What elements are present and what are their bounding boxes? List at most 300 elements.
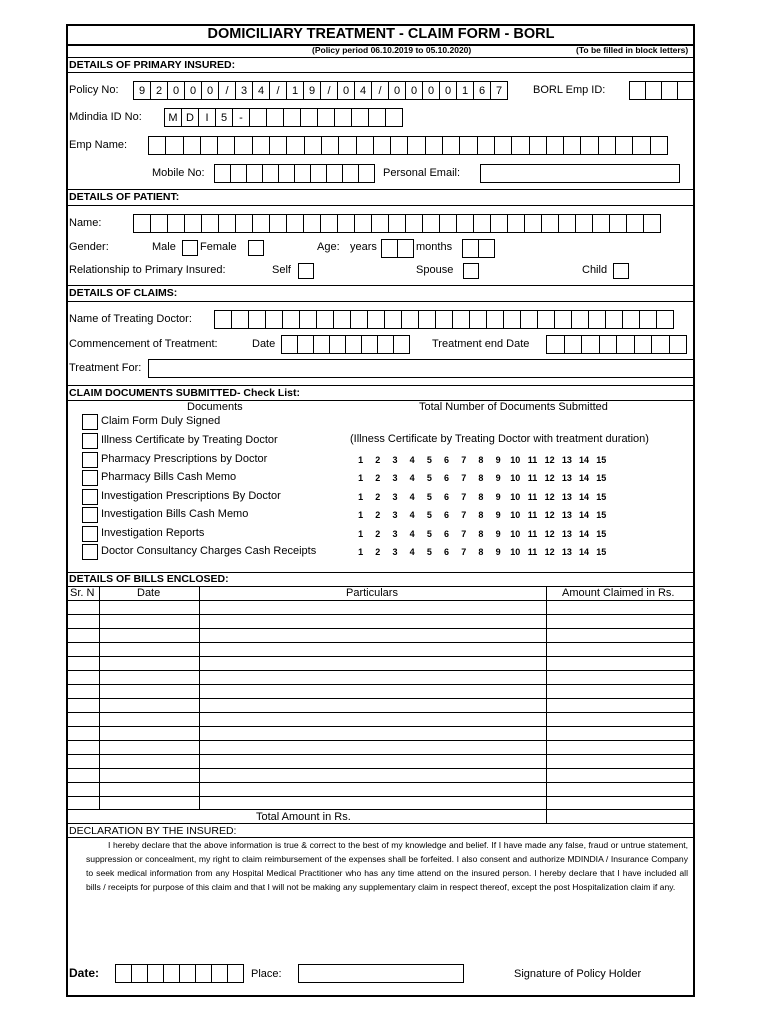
char-cell[interactable] [252, 214, 270, 233]
char-cell[interactable]: 2 [150, 81, 168, 100]
char-cell[interactable] [249, 108, 267, 127]
char-cell[interactable] [351, 108, 369, 127]
char-cell[interactable] [345, 335, 362, 354]
count-option[interactable]: 7 [461, 547, 467, 557]
count-option[interactable]: 1 [358, 529, 364, 539]
years-field[interactable] [381, 239, 414, 258]
char-cell[interactable] [425, 136, 443, 155]
char-cell[interactable] [165, 136, 183, 155]
char-cell[interactable] [329, 335, 346, 354]
borl-emp-id-field[interactable] [629, 81, 694, 100]
count-option[interactable]: 12 [544, 547, 555, 557]
count-option[interactable]: 9 [495, 473, 501, 483]
char-cell[interactable] [195, 964, 212, 983]
count-option[interactable]: 7 [461, 473, 467, 483]
char-cell[interactable]: 0 [184, 81, 202, 100]
count-option[interactable]: 6 [444, 473, 450, 483]
char-cell[interactable] [266, 108, 284, 127]
char-cell[interactable] [609, 214, 627, 233]
char-cell[interactable] [326, 164, 343, 183]
char-cell[interactable] [592, 214, 610, 233]
char-cell[interactable] [286, 214, 304, 233]
char-cell[interactable] [313, 335, 330, 354]
count-option[interactable]: 11 [527, 455, 538, 465]
count-option[interactable]: 8 [478, 473, 484, 483]
char-cell[interactable] [231, 310, 249, 329]
count-option[interactable]: 2 [375, 492, 381, 502]
char-cell[interactable] [529, 136, 547, 155]
treatment-for-field[interactable] [148, 359, 695, 378]
count-option[interactable]: 8 [478, 510, 484, 520]
char-cell[interactable]: 0 [167, 81, 185, 100]
count-option[interactable]: 12 [544, 455, 555, 465]
count-option[interactable]: 10 [510, 492, 521, 502]
char-cell[interactable] [459, 136, 477, 155]
char-cell[interactable] [262, 164, 279, 183]
char-cell[interactable] [234, 136, 252, 155]
char-cell[interactable] [201, 214, 219, 233]
col-srno: Sr. N [70, 587, 95, 599]
email-field[interactable] [480, 164, 680, 183]
char-cell[interactable] [211, 964, 228, 983]
document-count-options[interactable] [352, 547, 610, 557]
char-cell[interactable] [616, 335, 635, 354]
char-cell[interactable] [397, 239, 414, 258]
count-option[interactable]: 2 [375, 510, 381, 520]
count-option[interactable]: 7 [461, 510, 467, 520]
count-option[interactable]: 12 [544, 473, 555, 483]
char-cell[interactable] [546, 136, 564, 155]
count-option[interactable]: 9 [495, 529, 501, 539]
char-cell[interactable]: 1 [286, 81, 304, 100]
char-cell[interactable]: I [198, 108, 216, 127]
char-cell[interactable] [490, 214, 508, 233]
char-cell[interactable] [541, 214, 559, 233]
char-cell[interactable] [184, 214, 202, 233]
count-option[interactable]: 10 [510, 455, 521, 465]
char-cell[interactable]: / [269, 81, 287, 100]
count-option[interactable]: 15 [596, 492, 607, 502]
char-cell[interactable]: 7 [490, 81, 508, 100]
start-date-field[interactable] [281, 335, 410, 354]
char-cell[interactable] [227, 964, 244, 983]
char-cell[interactable] [278, 164, 295, 183]
count-option[interactable]: 13 [561, 455, 572, 465]
count-option[interactable]: 14 [579, 473, 590, 483]
document-checkbox[interactable] [82, 489, 98, 505]
count-option[interactable]: 11 [527, 510, 538, 520]
count-option[interactable]: 10 [510, 510, 521, 520]
count-option[interactable]: 3 [392, 473, 398, 483]
count-option[interactable]: 3 [392, 455, 398, 465]
count-option[interactable]: 8 [478, 529, 484, 539]
char-cell[interactable] [338, 136, 356, 155]
char-cell[interactable] [337, 214, 355, 233]
char-cell[interactable] [200, 136, 218, 155]
count-option[interactable]: 7 [461, 492, 467, 502]
char-cell[interactable] [131, 964, 148, 983]
char-cell[interactable] [321, 136, 339, 155]
char-cell[interactable] [486, 310, 504, 329]
char-cell[interactable] [462, 239, 479, 258]
char-cell[interactable] [300, 108, 318, 127]
char-cell[interactable]: 0 [405, 81, 423, 100]
char-cell[interactable] [656, 310, 674, 329]
count-option[interactable]: 12 [544, 492, 555, 502]
count-option[interactable]: 5 [426, 547, 432, 557]
char-cell[interactable] [183, 136, 201, 155]
char-cell[interactable] [230, 164, 247, 183]
count-option[interactable]: 6 [444, 547, 450, 557]
char-cell[interactable] [282, 310, 300, 329]
char-cell[interactable] [452, 310, 470, 329]
count-option[interactable]: 15 [596, 510, 607, 520]
char-cell[interactable] [390, 136, 408, 155]
document-count-options[interactable] [352, 492, 610, 502]
count-option[interactable]: 7 [461, 455, 467, 465]
count-option[interactable]: 13 [561, 473, 572, 483]
count-option[interactable]: 10 [510, 529, 521, 539]
char-cell[interactable] [377, 335, 394, 354]
emp-name-label: Emp Name: [69, 139, 128, 151]
char-cell[interactable] [133, 214, 151, 233]
count-option[interactable]: 5 [426, 455, 432, 465]
end-date-field[interactable] [546, 335, 687, 354]
char-cell[interactable] [320, 214, 338, 233]
char-cell[interactable] [316, 310, 334, 329]
char-cell[interactable] [588, 310, 606, 329]
char-cell[interactable] [252, 136, 270, 155]
char-cell[interactable] [147, 964, 164, 983]
count-option[interactable]: 1 [358, 455, 364, 465]
char-cell[interactable] [629, 81, 646, 100]
table-row-line [67, 768, 695, 769]
char-cell[interactable]: 4 [252, 81, 270, 100]
char-cell[interactable] [494, 136, 512, 155]
count-option[interactable]: 4 [409, 492, 415, 502]
char-cell[interactable] [367, 310, 385, 329]
self-checkbox[interactable] [298, 263, 314, 279]
count-option[interactable]: 1 [358, 473, 364, 483]
char-cell[interactable] [439, 214, 457, 233]
char-cell[interactable] [381, 239, 398, 258]
patient-name-field[interactable] [133, 214, 661, 233]
char-cell[interactable] [393, 335, 410, 354]
female-checkbox[interactable] [248, 240, 264, 256]
divider [67, 285, 695, 286]
table-row-line [67, 614, 695, 615]
char-cell[interactable] [456, 214, 474, 233]
spouse-checkbox[interactable] [463, 263, 479, 279]
table-row-line [67, 754, 695, 755]
count-option[interactable]: 4 [409, 510, 415, 520]
char-cell[interactable] [388, 214, 406, 233]
char-cell[interactable] [563, 136, 581, 155]
char-cell[interactable] [218, 214, 236, 233]
char-cell[interactable] [503, 310, 521, 329]
char-cell[interactable] [163, 964, 180, 983]
char-cell[interactable] [214, 310, 232, 329]
policy-no-field[interactable] [133, 81, 508, 100]
char-cell[interactable] [643, 214, 661, 233]
char-cell[interactable]: 6 [473, 81, 491, 100]
char-cell[interactable] [269, 214, 287, 233]
char-cell[interactable] [401, 310, 419, 329]
char-cell[interactable] [477, 136, 495, 155]
char-cell[interactable] [650, 136, 668, 155]
char-cell[interactable]: / [371, 81, 389, 100]
char-cell[interactable] [303, 214, 321, 233]
count-option[interactable]: 8 [478, 455, 484, 465]
months-field[interactable] [462, 239, 495, 258]
count-option[interactable]: 11 [527, 473, 538, 483]
count-option[interactable]: 13 [561, 529, 572, 539]
char-cell[interactable] [418, 310, 436, 329]
char-cell[interactable] [304, 136, 322, 155]
char-cell[interactable]: / [320, 81, 338, 100]
count-option[interactable]: 9 [495, 510, 501, 520]
char-cell[interactable]: 0 [201, 81, 219, 100]
char-cell[interactable] [150, 214, 168, 233]
char-cell[interactable] [384, 310, 402, 329]
char-cell[interactable] [167, 214, 185, 233]
char-cell[interactable] [214, 164, 231, 183]
document-count-options[interactable] [352, 455, 610, 465]
char-cell[interactable] [286, 136, 304, 155]
document-checkbox[interactable] [82, 507, 98, 523]
char-cell[interactable] [507, 214, 525, 233]
char-cell[interactable] [661, 81, 678, 100]
char-cell[interactable] [634, 335, 653, 354]
count-option[interactable]: 2 [375, 455, 381, 465]
char-cell[interactable] [356, 136, 374, 155]
count-option[interactable]: 8 [478, 547, 484, 557]
count-option[interactable]: 7 [461, 529, 467, 539]
count-option[interactable]: 4 [409, 473, 415, 483]
char-cell[interactable] [605, 310, 623, 329]
document-count-options[interactable] [352, 473, 610, 483]
char-cell[interactable] [581, 335, 600, 354]
char-cell[interactable] [235, 214, 253, 233]
char-cell[interactable] [626, 214, 644, 233]
char-cell[interactable]: 0 [422, 81, 440, 100]
count-option[interactable]: 1 [358, 547, 364, 557]
char-cell[interactable] [598, 136, 616, 155]
char-cell[interactable] [564, 335, 583, 354]
char-cell[interactable] [297, 335, 314, 354]
char-cell[interactable] [350, 310, 368, 329]
document-count-options[interactable] [352, 529, 610, 539]
male-checkbox[interactable] [182, 240, 198, 256]
document-count-options[interactable] [352, 510, 610, 520]
document-checkbox[interactable] [82, 433, 98, 449]
count-option[interactable]: 2 [375, 529, 381, 539]
count-option[interactable]: 5 [426, 529, 432, 539]
char-cell[interactable]: M [164, 108, 182, 127]
char-cell[interactable] [520, 310, 538, 329]
char-cell[interactable]: 0 [388, 81, 406, 100]
char-cell[interactable] [334, 108, 352, 127]
char-cell[interactable] [632, 136, 650, 155]
char-cell[interactable] [342, 164, 359, 183]
char-cell[interactable] [677, 81, 694, 100]
count-option[interactable]: 1 [358, 510, 364, 520]
count-option[interactable]: 12 [544, 510, 555, 520]
document-checkbox[interactable] [82, 526, 98, 542]
char-cell[interactable] [294, 164, 311, 183]
char-cell[interactable]: / [218, 81, 236, 100]
document-checkbox[interactable] [82, 452, 98, 468]
emp-name-field[interactable] [148, 136, 668, 155]
count-option[interactable]: 14 [579, 455, 590, 465]
char-cell[interactable] [571, 310, 589, 329]
char-cell[interactable] [546, 335, 565, 354]
char-cell[interactable] [669, 335, 688, 354]
months-label: months [416, 241, 453, 253]
char-cell[interactable] [179, 964, 196, 983]
document-checkbox[interactable] [82, 544, 98, 560]
document-checkbox[interactable] [82, 470, 98, 486]
char-cell[interactable]: D [181, 108, 199, 127]
divider [67, 385, 695, 386]
char-cell[interactable]: 5 [215, 108, 233, 127]
count-option[interactable]: 2 [375, 547, 381, 557]
char-cell[interactable]: 4 [354, 81, 372, 100]
count-option[interactable]: 11 [527, 492, 538, 502]
count-option[interactable]: 6 [444, 492, 450, 502]
char-cell[interactable] [373, 136, 391, 155]
count-option[interactable]: 4 [409, 455, 415, 465]
char-cell[interactable] [558, 214, 576, 233]
char-cell[interactable]: 0 [337, 81, 355, 100]
place-field[interactable] [298, 964, 464, 983]
count-option[interactable]: 6 [444, 529, 450, 539]
char-cell[interactable] [368, 108, 386, 127]
child-checkbox[interactable] [613, 263, 629, 279]
count-option[interactable]: 14 [579, 510, 590, 520]
count-option[interactable]: 9 [495, 492, 501, 502]
char-cell[interactable] [385, 108, 403, 127]
count-option[interactable]: 3 [392, 510, 398, 520]
doctor-field[interactable] [214, 310, 674, 329]
count-option[interactable]: 13 [561, 492, 572, 502]
count-option[interactable]: 9 [495, 547, 501, 557]
count-option[interactable]: 8 [478, 492, 484, 502]
char-cell[interactable] [622, 310, 640, 329]
char-cell[interactable] [405, 214, 423, 233]
count-option[interactable]: 6 [444, 455, 450, 465]
count-option[interactable]: 10 [510, 473, 521, 483]
document-checkbox[interactable] [82, 414, 98, 430]
char-cell[interactable] [248, 310, 266, 329]
char-cell[interactable]: 1 [456, 81, 474, 100]
count-option[interactable]: 11 [527, 547, 538, 557]
count-option[interactable]: 14 [579, 492, 590, 502]
count-option[interactable]: 15 [596, 529, 607, 539]
count-option[interactable]: 5 [426, 510, 432, 520]
count-option[interactable]: 4 [409, 547, 415, 557]
count-option[interactable]: 15 [596, 455, 607, 465]
char-cell[interactable] [473, 214, 491, 233]
char-cell[interactable] [407, 136, 425, 155]
char-cell[interactable] [524, 214, 542, 233]
char-cell[interactable] [580, 136, 598, 155]
count-option[interactable]: 12 [544, 529, 555, 539]
count-option[interactable]: 14 [579, 547, 590, 557]
char-cell[interactable] [537, 310, 555, 329]
char-cell[interactable] [435, 310, 453, 329]
section-documents: CLAIM DOCUMENTS SUBMITTED- Check List: [69, 387, 300, 399]
count-option[interactable]: 9 [495, 455, 501, 465]
char-cell[interactable] [371, 214, 389, 233]
char-cell[interactable] [442, 136, 460, 155]
char-cell[interactable]: 0 [439, 81, 457, 100]
char-cell[interactable] [333, 310, 351, 329]
char-cell[interactable] [361, 335, 378, 354]
count-option[interactable]: 2 [375, 473, 381, 483]
char-cell[interactable] [265, 310, 283, 329]
char-cell[interactable] [246, 164, 263, 183]
count-option[interactable]: 5 [426, 492, 432, 502]
char-cell[interactable] [645, 81, 662, 100]
char-cell[interactable] [217, 136, 235, 155]
declaration-date-field[interactable] [115, 964, 244, 983]
char-cell[interactable] [115, 964, 132, 983]
char-cell[interactable] [283, 108, 301, 127]
count-option[interactable]: 3 [392, 529, 398, 539]
char-cell[interactable] [148, 136, 166, 155]
char-cell[interactable] [422, 214, 440, 233]
count-option[interactable]: 13 [561, 547, 572, 557]
char-cell[interactable] [469, 310, 487, 329]
count-option[interactable]: 5 [426, 473, 432, 483]
char-cell[interactable] [575, 214, 593, 233]
char-cell[interactable] [299, 310, 317, 329]
char-cell[interactable] [615, 136, 633, 155]
count-option[interactable]: 11 [527, 529, 538, 539]
char-cell[interactable] [317, 108, 335, 127]
count-option[interactable]: 15 [596, 473, 607, 483]
char-cell[interactable] [511, 136, 529, 155]
count-option[interactable]: 3 [392, 492, 398, 502]
mobile-field[interactable] [214, 164, 375, 183]
char-cell[interactable] [554, 310, 572, 329]
char-cell[interactable] [358, 164, 375, 183]
count-option[interactable]: 15 [596, 547, 607, 557]
count-option[interactable]: 13 [561, 510, 572, 520]
char-cell[interactable] [281, 335, 298, 354]
table-row-line [67, 600, 695, 601]
count-option[interactable]: 1 [358, 492, 364, 502]
count-option[interactable]: 6 [444, 510, 450, 520]
char-cell[interactable] [599, 335, 618, 354]
char-cell[interactable]: 9 [303, 81, 321, 100]
char-cell[interactable]: 3 [235, 81, 253, 100]
char-cell[interactable] [310, 164, 327, 183]
char-cell[interactable] [354, 214, 372, 233]
char-cell[interactable]: - [232, 108, 250, 127]
mdindia-id-field[interactable] [164, 108, 403, 127]
char-cell[interactable]: 9 [133, 81, 151, 100]
char-cell[interactable] [639, 310, 657, 329]
char-cell[interactable] [269, 136, 287, 155]
count-option[interactable]: 3 [392, 547, 398, 557]
count-option[interactable]: 14 [579, 529, 590, 539]
char-cell[interactable] [478, 239, 495, 258]
char-cell[interactable] [651, 335, 670, 354]
count-option[interactable]: 10 [510, 547, 521, 557]
count-option[interactable]: 4 [409, 529, 415, 539]
